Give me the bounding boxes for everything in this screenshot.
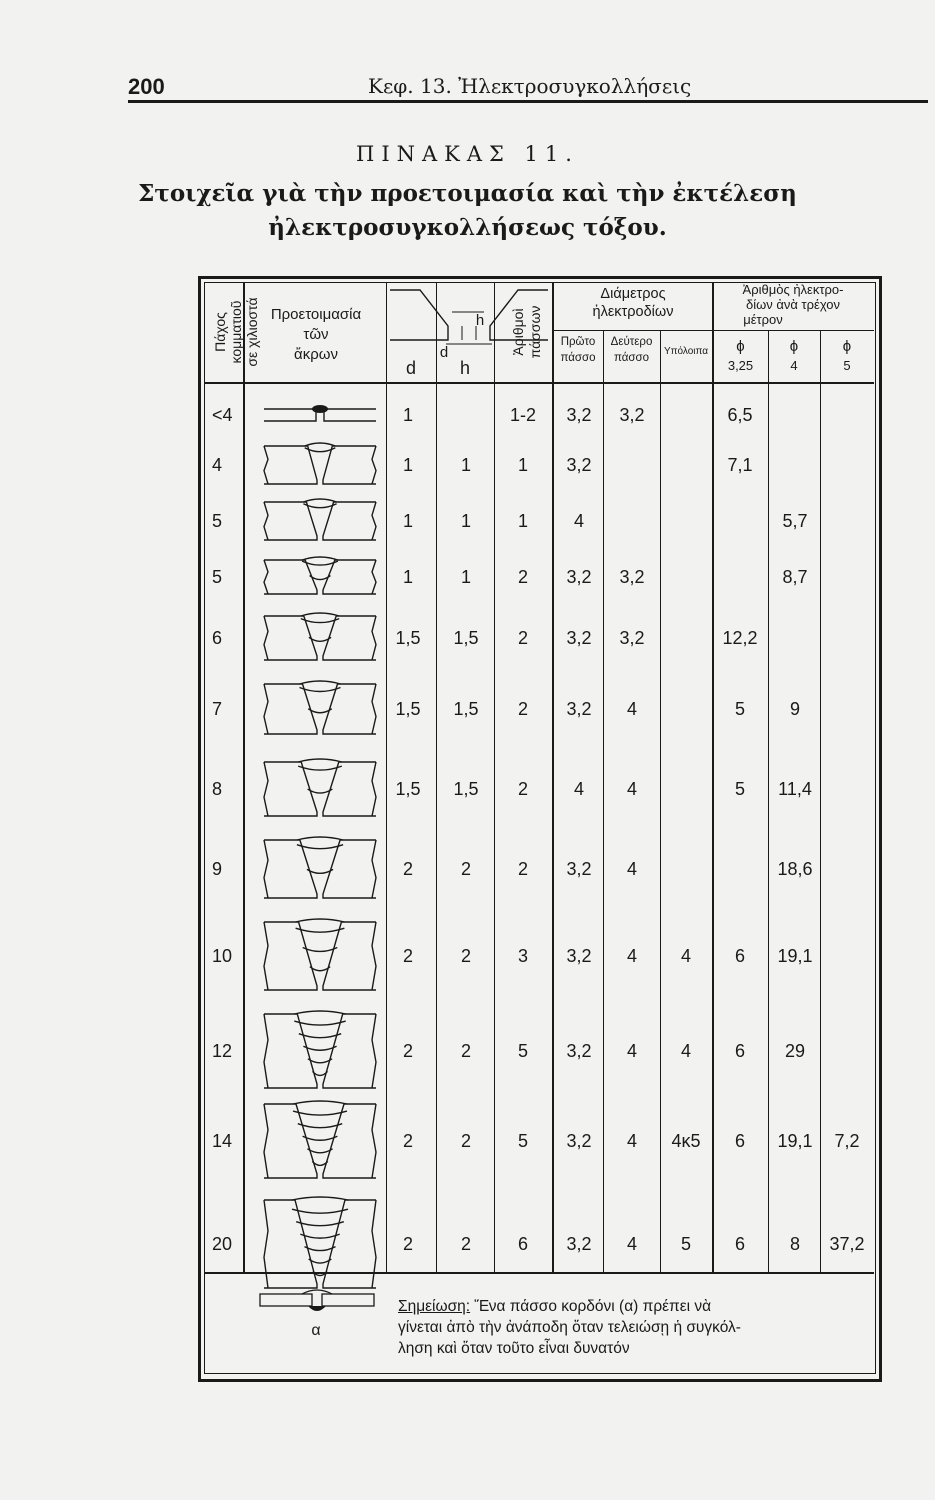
cell-thickness: <4	[212, 405, 233, 425]
note-line3: ληση καὶ ὅταν τοῦτο εἶναι δυνατόν	[398, 1340, 630, 1357]
header-phi-a: 3,25	[727, 358, 754, 373]
header-prep-line2: τῶν	[303, 326, 329, 343]
col-line-first	[603, 330, 604, 1272]
cell-d: 1,5	[395, 779, 421, 799]
cell-passes: 6	[517, 1234, 528, 1254]
cell-first: 4	[573, 511, 584, 531]
note-line1-text: Ἕνα πάσσο κορδόνι (α) πρέπει νὰ	[474, 1298, 712, 1315]
header-passes-line1: Ἀριθμοὶ	[510, 308, 526, 356]
cell-thickness: 4	[212, 455, 223, 475]
cell-n325: 6	[734, 946, 745, 966]
cell-first: 3,2	[566, 628, 592, 648]
cell-first: 3,2	[566, 1131, 592, 1151]
cell-h: 1	[460, 455, 471, 475]
cell-thickness: 20	[212, 1234, 233, 1254]
cell-first: 4	[573, 779, 584, 799]
cell-first: 3,2	[566, 1041, 592, 1061]
cell-thickness: 10	[212, 946, 233, 966]
cell-n4: 8,7	[782, 567, 808, 587]
joint-diagram	[262, 612, 378, 664]
cell-n4: 19,1	[777, 1131, 813, 1151]
cell-first: 3,2	[566, 455, 592, 475]
col-line-n4	[820, 330, 821, 1272]
joint-diagram	[262, 680, 378, 738]
header-count-line1: Ἀριθμὸς ἠλεκτρο-	[742, 282, 844, 297]
col-line-h	[494, 282, 495, 1272]
cell-thickness: 7	[212, 699, 223, 719]
cell-n4: 11,4	[778, 779, 812, 799]
cell-second: 3,2	[619, 405, 645, 425]
cell-thickness: 8	[212, 779, 223, 799]
cell-second: 3,2	[619, 628, 645, 648]
cell-second: 4	[626, 1041, 637, 1061]
joint-diagram	[262, 1100, 378, 1182]
cell-d: 1	[402, 567, 413, 587]
cell-thickness: 12	[212, 1041, 233, 1061]
cell-d: 1	[402, 455, 413, 475]
joint-diagram	[262, 400, 378, 430]
joint-diagram	[262, 1196, 378, 1292]
col-line-rest	[712, 282, 714, 1272]
joint-diagram	[262, 758, 378, 820]
col-line-n325	[768, 330, 769, 1272]
table-title: ΠΙΝΑΚΑΣ 11.	[356, 142, 579, 166]
cell-passes: 2	[517, 699, 528, 719]
cell-h: 1,5	[453, 779, 479, 799]
cell-rest: 4	[680, 1041, 691, 1061]
cell-first: 3,2	[566, 405, 592, 425]
col-line-d	[436, 282, 437, 1272]
header-second-line2: πάσσο	[613, 352, 649, 364]
cell-h: 1	[460, 511, 471, 531]
header-first-line1: Πρῶτο	[560, 336, 596, 348]
header-prep-line3: ἄκρων	[294, 346, 338, 363]
cell-first: 3,2	[566, 699, 592, 719]
chapter-title: Κεφ. 13. Ἠλεκτροσυγκολλήσεις	[368, 74, 692, 98]
cell-thickness: 9	[212, 859, 223, 879]
header-phi-c-symbol: ϕ	[842, 338, 852, 355]
header-passes-line2: πάσσων	[527, 305, 543, 359]
cell-n4: 18,6	[777, 859, 813, 879]
cell-n325: 6	[734, 1041, 745, 1061]
cell-passes: 2	[517, 859, 528, 879]
cell-d: 2	[402, 1131, 413, 1151]
cell-d: 2	[402, 946, 413, 966]
cell-d: 2	[402, 859, 413, 879]
cell-second: 4	[626, 699, 637, 719]
cell-h: 2	[460, 946, 471, 966]
header-phi-b: 4	[790, 358, 798, 373]
cell-d: 1	[402, 405, 413, 425]
note-joint-diagram	[258, 1286, 376, 1326]
cell-n325: 6,5	[727, 405, 753, 425]
cell-d: 2	[402, 1234, 413, 1254]
cell-n5: 37,2	[829, 1234, 865, 1254]
joint-diagram	[262, 442, 378, 488]
cell-h: 2	[460, 1131, 471, 1151]
cell-rest: 4	[680, 946, 691, 966]
running-head	[128, 70, 928, 106]
cell-passes: 3	[517, 946, 528, 966]
header-phi-a-symbol: ϕ	[736, 338, 745, 355]
cell-thickness: 14	[212, 1131, 233, 1151]
cell-rest: 4κ5	[671, 1131, 701, 1151]
header-phi-b-symbol: ϕ	[789, 338, 799, 355]
cell-first: 3,2	[566, 859, 592, 879]
cell-thickness: 5	[212, 511, 223, 531]
table-subtitle-line1: Στοιχεῖα γιὰ τὴν προετοιμασία καὶ τὴν ἐκτέλεση	[138, 180, 797, 207]
joint-diagram	[262, 836, 378, 902]
cell-thickness: 6	[212, 628, 223, 648]
col-line-second	[660, 330, 661, 1272]
cell-second: 4	[626, 1131, 637, 1151]
cell-d: 1,5	[395, 628, 421, 648]
cell-first: 3,2	[566, 1234, 592, 1254]
cell-passes: 2	[517, 628, 528, 648]
header-diagram-h: h	[475, 312, 485, 329]
header-count-line2: δίων ἀνὰ τρέχον	[745, 297, 841, 312]
header-diameter-line1: Διάμετρος	[600, 286, 666, 302]
col-line-passes	[552, 282, 554, 1272]
cell-n5: 7,2	[834, 1131, 860, 1151]
cell-h: 2	[460, 1041, 471, 1061]
header-second-line1: Δεύτερο	[610, 336, 653, 348]
cell-n4: 29	[784, 1041, 806, 1061]
header-bottom-rule	[204, 382, 874, 384]
header-thickness-line3: σε χιλιοστά	[244, 297, 260, 367]
cell-d: 1,5	[395, 699, 421, 719]
cell-passes: 1	[517, 455, 528, 475]
cell-d: 2	[402, 1041, 413, 1061]
cell-passes: 1-2	[509, 405, 536, 425]
cell-passes: 1	[517, 511, 528, 531]
joint-diagram	[262, 1010, 378, 1092]
joint-diagram	[262, 918, 378, 994]
cell-n4: 5,7	[782, 511, 808, 531]
col-line-prep	[386, 282, 387, 1272]
table-subtitle-line2: ἠλεκτροσυγκολλήσεως τόξου.	[268, 214, 667, 241]
cell-passes: 5	[517, 1041, 528, 1061]
header-rule	[128, 100, 928, 103]
header-thickness-line1: Πάχος	[212, 312, 228, 352]
header-subdivider	[552, 330, 874, 331]
header-h: h	[459, 358, 470, 378]
note-line1	[398, 1296, 711, 1317]
cell-second: 4	[626, 859, 637, 879]
col-line-thickness	[243, 282, 245, 1272]
cell-passes: 2	[517, 567, 528, 587]
cell-n4: 19,1	[777, 946, 813, 966]
cell-second: 4	[626, 1234, 637, 1254]
cell-h: 1	[460, 567, 471, 587]
header-phi-c: 5	[843, 358, 851, 373]
cell-h: 2	[460, 1234, 471, 1254]
header-first-line2: πάσσο	[560, 352, 596, 364]
cell-n325: 5	[734, 779, 745, 799]
cell-n4: 9	[789, 699, 800, 719]
cell-rest: 5	[680, 1234, 691, 1254]
cell-h: 1,5	[453, 628, 479, 648]
cell-d: 1	[402, 511, 413, 531]
note-label: Σημείωση:	[398, 1298, 471, 1315]
cell-n325: 5	[734, 699, 745, 719]
cell-second: 4	[626, 779, 637, 799]
header-diameter-line2: ἠλεκτροδίων	[592, 304, 674, 320]
cell-first: 3,2	[566, 567, 592, 587]
cell-n325: 6	[734, 1131, 745, 1151]
cell-n325: 6	[734, 1234, 745, 1254]
cell-passes: 2	[517, 779, 528, 799]
cell-second: 3,2	[619, 567, 645, 587]
cell-second: 4	[626, 946, 637, 966]
cell-h: 1,5	[453, 699, 479, 719]
joint-diagram	[262, 556, 378, 598]
header-thickness-line2: κομματιοῦ	[228, 300, 244, 364]
note-line2: γίνεται ἀπὸ τὴν ἀνάποδη ὅταν τελειώσῃ ἡ συγκόλ-	[398, 1319, 741, 1336]
page-number: 200	[128, 74, 165, 99]
cell-first: 3,2	[566, 946, 592, 966]
cell-thickness: 5	[212, 567, 223, 587]
cell-passes: 5	[517, 1131, 528, 1151]
cell-n4: 8	[789, 1234, 800, 1254]
header-prep-line1: Προετοιμασία	[270, 306, 362, 323]
cell-n325: 7,1	[727, 455, 753, 475]
header-d: d	[405, 358, 416, 378]
note-alpha-label: α	[311, 1322, 321, 1339]
header-rest: Υπόλοιπα	[663, 346, 709, 357]
cell-n325: 12,2	[722, 628, 758, 648]
joint-diagram	[262, 498, 378, 544]
cell-h: 2	[460, 859, 471, 879]
header-count-line3: μέτρον	[743, 312, 783, 327]
header-diagram-d: d	[439, 344, 449, 361]
